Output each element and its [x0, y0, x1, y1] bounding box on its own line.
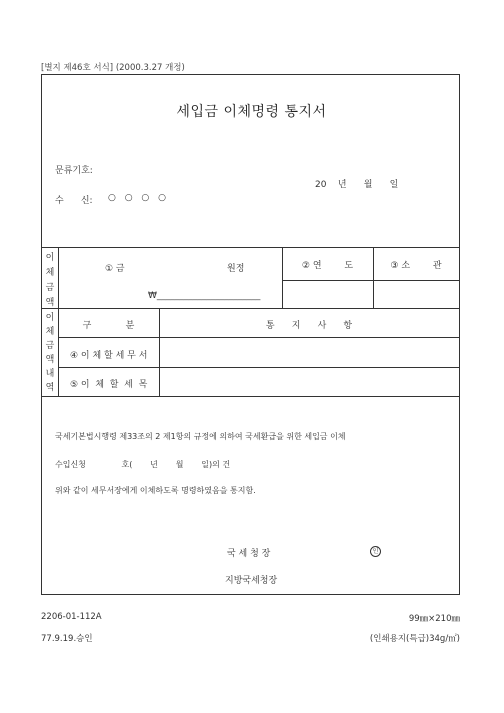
signer: 국 세 청 장: [227, 549, 271, 559]
transfer-amount-vertical-label: 이 체 금 액: [45, 253, 55, 308]
notice-header: 통 지 사 항: [265, 321, 353, 331]
form-title: 세입금 이체명령 통지서: [176, 104, 327, 120]
body-line-3: 위와 같이 세무서장에게 이체하도록 명령하였음을 통지함.: [55, 486, 256, 495]
category-header: 구 분: [82, 321, 135, 331]
amount-value: ₩_______________________: [148, 291, 261, 301]
paper-type: (인쇄용지(특급)34g/㎡): [369, 634, 460, 644]
detail-vertical-label: 이 체 금 액 내 역: [45, 313, 55, 393]
recipient-value: ○ ○ ○ ○: [108, 193, 169, 203]
year-row-line: [282, 280, 459, 281]
form-header: [별지 제46호 서식] (2000.3.27 개정): [41, 63, 185, 73]
amount-bottom-line: [42, 308, 459, 309]
recipient-label: 수 신:: [55, 196, 93, 206]
regional-signer: 지방국세청장: [225, 576, 278, 586]
approval-date: 77.9.19.승인: [41, 634, 93, 644]
form-code: 2206-01-112A: [41, 612, 102, 622]
tax-office-row-line: [58, 367, 459, 368]
year-column-line: [282, 247, 283, 308]
amount-label: ① 금: [105, 264, 125, 274]
table-top-line: [42, 247, 459, 248]
header-row-line: [58, 337, 459, 338]
body-line-2: 수입신청 호( 년 월 일)의 건: [55, 460, 231, 469]
amount-unit: 원정: [227, 264, 245, 274]
table-bottom-line: [42, 396, 459, 397]
body-line-1: 국세기본법시행령 제33조의 2 제1항의 규정에 의하여 국세환급을 위한 세입금 이체: [55, 432, 346, 441]
paper-size: 99㎜×210㎜: [408, 614, 460, 624]
classification-label: 문류기호:: [55, 166, 93, 176]
form-frame: [41, 74, 460, 595]
date-line: 20 년 월 일: [315, 180, 399, 190]
row-tax-item: ⑤ 이 체 할 세 목: [70, 380, 148, 390]
jurisdiction-label: ③ 소 관: [390, 261, 442, 271]
row-tax-office: ④ 이 체 할 세 무 서: [70, 351, 148, 361]
year-label: ② 연 도: [301, 261, 354, 271]
seal-icon: 인: [370, 546, 381, 557]
jurisdiction-column-line: [373, 247, 374, 308]
